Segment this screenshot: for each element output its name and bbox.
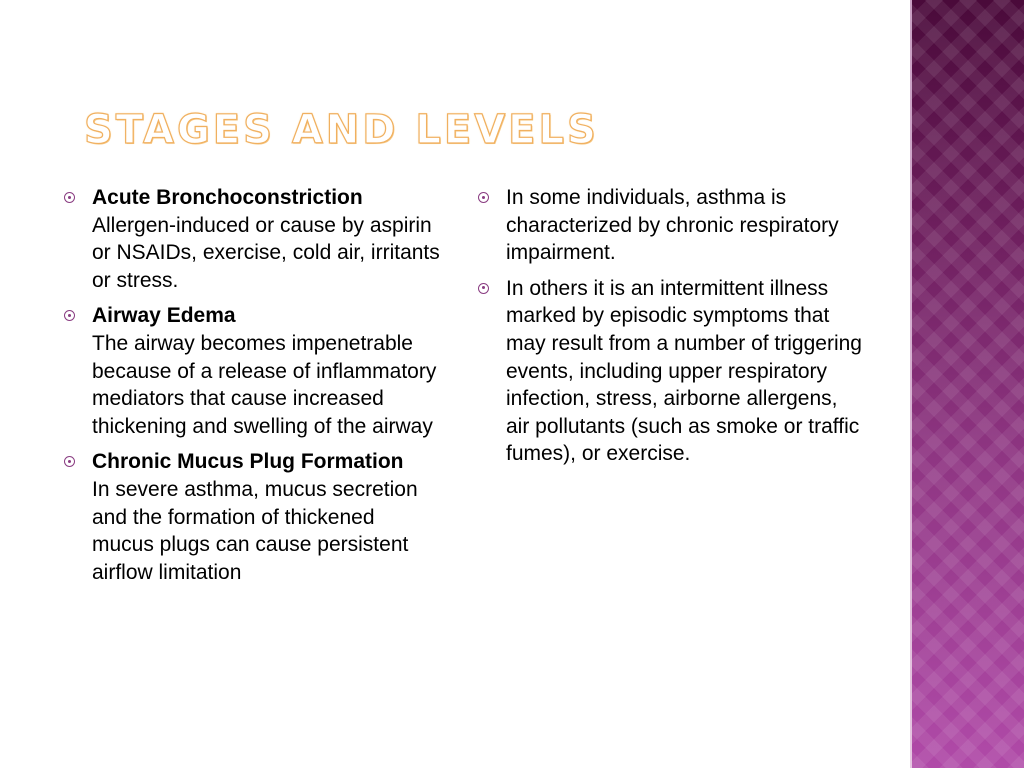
bullet-item-chronic-impairment	[476, 184, 866, 267]
left-column	[62, 184, 442, 594]
bullet-item-intermittent-illness	[476, 275, 866, 468]
circle-dot-bullet-icon	[64, 310, 75, 321]
bullet-text: In others it is an intermittent illness marked by episodic symptoms that may result from a number of triggering events, including upper respiratory infection, stress, airborne allergens, air pollutants (such as smoke or traffic fumes), or exercise.	[506, 276, 862, 466]
bullet-item-chronic-mucus-plug	[62, 448, 442, 586]
decorative-side-band	[912, 0, 1024, 768]
bullet-text: In severe asthma, mucus secretion and the formation of thickened mucus plugs can cause persistent airflow limitation	[92, 477, 418, 584]
bullet-heading: Airway Edema	[92, 304, 236, 328]
bullet-item-airway-edema	[62, 302, 442, 440]
circle-dot-bullet-icon	[478, 192, 489, 203]
bullet-item-acute-bronchoconstriction	[62, 184, 442, 294]
bullet-heading: Acute Bronchoconstriction	[92, 186, 363, 209]
circle-dot-bullet-icon	[64, 456, 75, 467]
bullet-text: Allergen-induced or cause by aspirin or NSAIDs, exercise, cold air, irritants or stress.	[92, 213, 440, 292]
right-column	[476, 184, 866, 476]
bullet-heading: Chronic Mucus Plug Formation	[92, 450, 404, 474]
circle-dot-bullet-icon	[478, 283, 489, 294]
bullet-text: The airway becomes impenetrable because of a release of inflammatory mediators that cause increased thickening and swelling of the airway	[92, 331, 437, 438]
circle-dot-bullet-icon	[64, 192, 75, 203]
slide-title: STAGES AND LEVELS	[84, 107, 599, 153]
bullet-text: In some individuals, asthma is characterized by chronic respiratory impairment.	[506, 186, 839, 265]
